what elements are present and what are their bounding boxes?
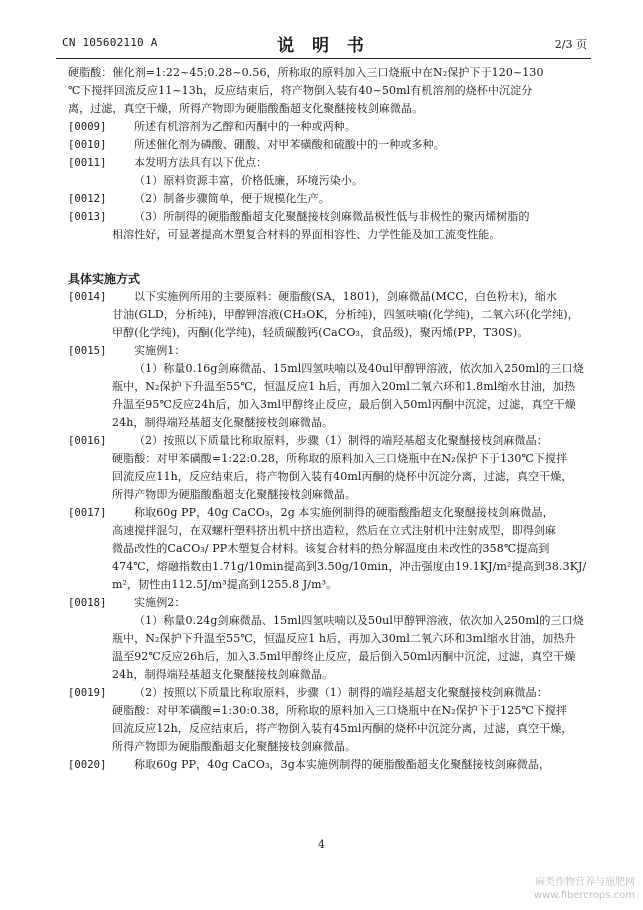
paragraph-line <box>68 396 590 414</box>
paragraph-line <box>68 684 590 702</box>
paragraph-number <box>68 486 112 504</box>
paragraph-line <box>68 306 590 324</box>
page-title: 说 明 书 <box>277 36 370 56</box>
paragraph-number: [0012] <box>68 193 107 205</box>
paragraph-line <box>68 630 590 648</box>
paragraph-text: 称取60g PP，40g CaCO₃，2g 本实施例制得的硬脂酸酯超支化聚醚接枝剑麻微晶， <box>134 506 554 519</box>
paragraph-line <box>68 666 590 684</box>
paragraph-number: [0010] <box>68 139 107 151</box>
paragraph-number: [0013] <box>68 211 107 223</box>
paragraph-number <box>68 378 112 396</box>
paragraph-line: ℃下搅拌回流反应11~13h，反应结束后，将产物倒入装有40~50ml有机溶剂的烧杯中沉淀分 <box>68 84 533 97</box>
paragraph-line <box>68 576 590 594</box>
paragraph-text: 瓶中，N₂保护下升温至55℃，恒温反应1 h后，再加入20ml二氧六环和1.8ml缩水甘油，加热 <box>112 380 576 393</box>
paragraph-number <box>68 450 112 468</box>
paragraph-text: （2）按照以下质量比称取原料，步骤（1）制得的端羟基超支化聚醚接枝剑麻微晶： <box>134 434 548 447</box>
paragraph-line <box>68 136 590 154</box>
paragraph-number: [0016] <box>68 435 107 447</box>
paragraph-number: [0018] <box>68 597 107 609</box>
paragraph-line <box>68 288 590 306</box>
paragraph-number <box>68 666 112 684</box>
watermark-url: www.fibercrops.com <box>533 890 635 901</box>
paragraph-line <box>68 522 590 540</box>
paragraph-line <box>68 648 590 666</box>
paragraph-line <box>68 450 590 468</box>
paragraph-line <box>68 594 590 612</box>
page-number: 4 <box>318 838 325 851</box>
header-divider <box>56 58 591 59</box>
paragraph-number <box>68 468 112 486</box>
paragraph-line <box>68 468 590 486</box>
paragraph-number <box>68 172 112 190</box>
paragraph-text: 所述有机溶剂为乙醇和丙酮中的一种或两种。 <box>134 120 356 133</box>
paragraph-number <box>68 738 112 756</box>
paragraph-text: 以下实施例所用的主要原料：硬脂酸(SA，1801)，剑麻微晶(MCC，白色粉末)，缩水 <box>134 290 558 303</box>
section-heading: 具体实施方式 <box>68 272 141 286</box>
paragraph-number <box>68 540 112 558</box>
paragraph-line <box>68 414 590 432</box>
paragraph-text: 回流反应11h，反应结束后，将产物倒入装有40ml丙酮的烧杯中沉淀分离，过滤，真空干燥， <box>112 470 573 483</box>
paragraph-line <box>68 756 590 774</box>
paragraph-line <box>68 504 590 522</box>
paragraph-number <box>68 702 112 720</box>
paragraph-line <box>68 172 590 190</box>
paragraph-number <box>68 414 112 432</box>
paragraph-text: 24h，制得端羟基超支化聚醚接枝剑麻微晶。 <box>112 416 334 429</box>
paragraph-text: 回流反应12h，反应结束后，将产物倒入装有45ml丙酮的烧杯中沉淀分离，过滤，真空干燥， <box>112 722 573 735</box>
paragraph-text: 实施例2： <box>134 596 186 609</box>
paragraph-number <box>68 648 112 666</box>
paragraph-text: 甲醇(化学纯)，丙酮(化学纯)，轻质碳酸钙(CaCO₃，食品级)，聚丙烯(PP，T30S)。 <box>112 326 529 339</box>
paragraph-text: 硬脂酸：对甲苯磺酸=1:30:0.38，所称取的原料加入三口烧瓶中在N₂保护下于125℃下搅拌 <box>112 704 568 717</box>
paragraph-text: （1）称量0.24g剑麻微晶、15ml四氢呋喃以及50ul甲醇钾溶液，依次加入250ml的三口烧 <box>134 614 584 627</box>
page-indicator: 2/3 页 <box>554 38 587 51</box>
paragraph-number: [0014] <box>68 291 107 303</box>
paragraph-line <box>68 118 590 136</box>
paragraph-text: 温至92℃反应26h后，加入3.5ml甲醇终止反应，最后倒入50ml丙酮中沉淀，过滤，真空干燥 <box>112 650 576 663</box>
paragraph-number <box>68 522 112 540</box>
paragraph-number <box>68 396 112 414</box>
paragraph-line <box>68 378 590 396</box>
paragraph-text: 硬脂酸：对甲苯磺酸=1:22:0.28，所称取的原料加入三口烧瓶中在N₂保护下于130℃下搅拌 <box>112 452 568 465</box>
paragraph-number <box>68 630 112 648</box>
paragraph-text: 微晶改性的CaCO₃/ PP木塑复合材料。该复合材料的热分解温度由未改性的358℃提高到 <box>112 542 550 555</box>
paragraph-line: 硬脂酸：催化剂=1:22~45:0.28~0.56，所称取的原料加入三口烧瓶中在N₂保护下于120~130 <box>68 66 544 79</box>
paragraph-text: 24h，制得端羟基超支化聚醚接枝剑麻微晶。 <box>112 668 334 681</box>
paragraph-line <box>68 738 590 756</box>
paragraph-number <box>68 558 112 576</box>
paragraph-number <box>68 720 112 738</box>
paragraph-number: [0019] <box>68 687 107 699</box>
paragraph-number: [0009] <box>68 121 107 133</box>
paragraph-line <box>68 190 590 208</box>
document-number: CN 105602110 A <box>62 36 158 49</box>
paragraph-number: [0020] <box>68 759 107 771</box>
paragraph-number <box>68 324 112 342</box>
document-body <box>68 64 590 774</box>
paragraph-text: 甘油(GLD，分析纯)，甲醇钾溶液(CH₃OK，分析纯)，四氢呋喃(化学纯)，二氧六环(化学纯)， <box>112 308 579 321</box>
paragraph-text: 所得产物即为硬脂酸酯超支化聚醚接枝剑麻微晶。 <box>112 488 357 501</box>
watermark <box>534 876 635 902</box>
paragraph-line: 离，过滤，真空干燥，所得产物即为硬脂酸酯超支化聚醚接枝剑麻微晶。 <box>68 102 424 115</box>
page-header <box>56 30 591 60</box>
paragraph-text: 实施例1： <box>134 344 186 357</box>
paragraph-number <box>68 306 112 324</box>
paragraph-number: [0015] <box>68 345 107 357</box>
paragraph-line <box>68 208 590 226</box>
paragraph-line <box>68 226 590 244</box>
paragraph-text: 称取60g PP，40g CaCO₃，3g本实施例制得的硬脂酸酯超支化聚醚接枝剑麻微晶， <box>134 758 551 771</box>
paragraph-line <box>68 720 590 738</box>
paragraph-text: （1）原料资源丰富，价格低廉，环境污染小。 <box>134 174 364 187</box>
paragraph-line <box>68 154 590 172</box>
paragraph-line <box>68 342 590 360</box>
paragraph-number <box>68 360 112 378</box>
paragraph-number <box>68 576 112 594</box>
paragraph-line <box>68 360 590 378</box>
paragraph-text: m²，韧性由112.5J/m³提高到1255.8 J/m³。 <box>112 578 338 591</box>
paragraph-line <box>68 432 590 450</box>
paragraph-text: （1）称量0.16g剑麻微晶、15ml四氢呋喃以及40ul甲醇钾溶液，依次加入250ml的三口烧 <box>134 362 584 375</box>
paragraph-text: 所述催化剂为磷酸、硼酸、对甲苯磺酸和硫酸中的一种或多种。 <box>134 138 445 151</box>
paragraph-line <box>68 558 590 576</box>
watermark-site-name: 麻类作物营养与施肥网 <box>535 877 635 888</box>
paragraph-line <box>68 612 590 630</box>
paragraph-text: 高速搅拌混匀，在双螺杆塑料挤出机中挤出造粒，然后在立式注射机中注射成型，即得剑麻 <box>112 524 556 537</box>
paragraph-text: 相溶性好，可显著提高木塑复合材料的界面相容性、力学性能及加工流变性能。 <box>112 228 501 241</box>
paragraph-line <box>68 324 590 342</box>
paragraph-line <box>68 702 590 720</box>
paragraph-text: （3）所制得的硬脂酸酯超支化聚醚接枝剑麻微晶极性低与非极性的聚丙烯树脂的 <box>134 210 530 223</box>
paragraph-number: [0011] <box>68 157 107 169</box>
paragraph-number <box>68 226 112 244</box>
spacer <box>68 244 590 256</box>
paragraph-text: （2）制备步骤简单，便于规模化生产。 <box>134 192 330 205</box>
paragraph-number: [0017] <box>68 507 107 519</box>
paragraph-text: 所得产物即为硬脂酸酯超支化聚醚接枝剑麻微晶。 <box>112 740 357 753</box>
paragraph-text: 瓶中，N₂保护下升温至55℃，恒温反应1 h后，再加入30ml二氧六环和3ml缩水甘油，加热升 <box>112 632 576 645</box>
paragraph-text: 升温至95℃反应24h后，加入3ml甲醇终止反应，最后倒入50ml丙酮中沉淀，过滤，真空干燥 <box>112 398 576 411</box>
paragraph-text: 474℃，熔融指数由1.71g/10min提高到3.50g/10min，冲击强度由19.1KJ/m²提高到38.3KJ/ <box>112 560 587 573</box>
paragraph-line <box>68 486 590 504</box>
paragraph-number <box>68 612 112 630</box>
paragraph-text: 本发明方法具有以下优点： <box>134 156 268 169</box>
paragraph-line <box>68 540 590 558</box>
paragraph-text: （2）按照以下质量比称取原料，步骤（1）制得的端羟基超支化聚醚接枝剑麻微晶： <box>134 686 548 699</box>
